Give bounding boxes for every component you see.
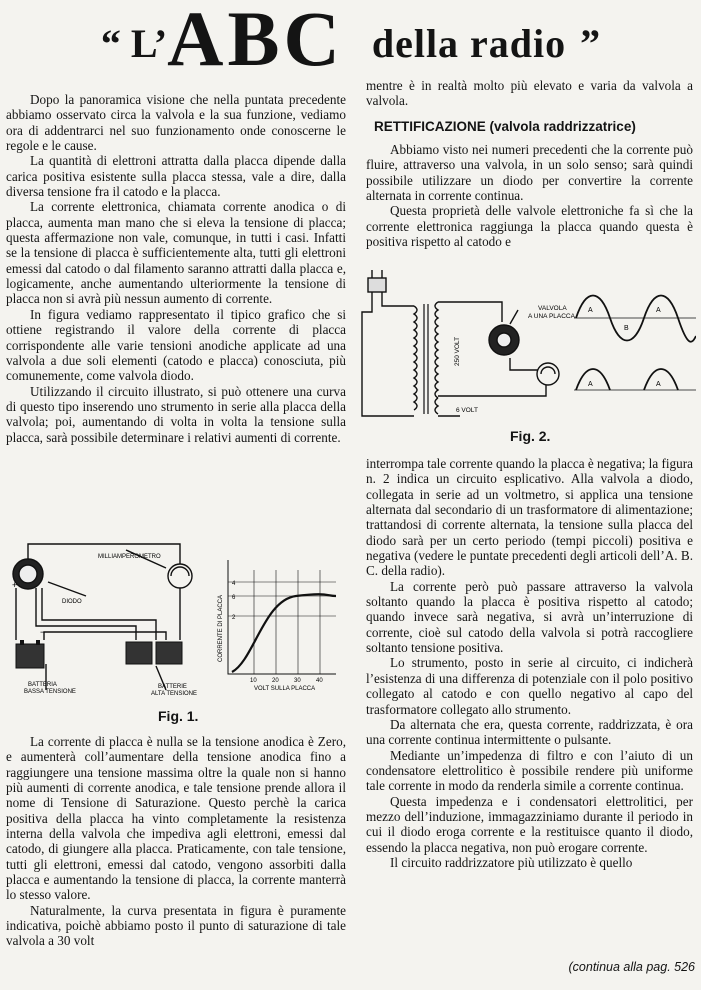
- wave-label-a: A: [588, 307, 593, 314]
- x-tick: 10: [250, 678, 257, 684]
- y-tick: 6: [232, 595, 236, 601]
- paragraph: Abbiamo visto nei numeri precedenti che la corrente può fluire, attraverso una valvola, in un solo senso; sarà quindi possibile utilizzare un diodo per convertire la corrente alternata in corrente continua.: [366, 142, 693, 204]
- paragraph: Il circuito raddrizzatore più utilizzato è quello: [390, 854, 633, 870]
- paragraph: In figura vediamo rappresentato il tipico grafico che si ottiene registrando il valore della corrente di placca corrispondente alle varie tensioni anodiche applicate ad una valvola a due soli elementi (catodo e placca) conosciuta, più comunemente, come valvola diodo.: [6, 306, 346, 384]
- title-rest: della radio: [371, 21, 567, 66]
- paragraph: La corrente però può passare attraverso la valvola soltanto quando la placca è positiva rispetto al catodo; quando invece sarà negativa, si avrà un’interruzione di corrente, cioè sul catodo della valvola si potrà raccogliere soltanto tensione positiva.: [366, 578, 693, 656]
- paragraph: Da alternata che era, questa corrente, raddrizzata, è ora una corrente continua intermittente o pulsante.: [366, 716, 693, 748]
- page-title: [0, 0, 701, 82]
- figure-2-caption: Fig. 2.: [510, 428, 551, 444]
- section-title: RETTIFICAZIONE: [374, 118, 486, 134]
- x-tick: 30: [294, 678, 301, 684]
- paragraph: mentre è in realtà molto più elevato e varia da valvola a valvola.: [366, 78, 693, 109]
- figure-1-drawing: [6, 540, 344, 736]
- label-batterie: BATTERIE: [158, 684, 187, 690]
- figure-2-drawing: [360, 266, 696, 426]
- label-batteria: BATTERIA: [28, 682, 57, 688]
- label-bassa-tensione: BASSA TENSIONE: [24, 689, 76, 695]
- battery-low: [16, 640, 44, 668]
- title-open-quote: “ L’: [100, 21, 168, 66]
- minus-sign: −: [40, 627, 46, 637]
- label-una-placca: A UNA PLACCA: [528, 313, 575, 320]
- label-valvola: VALVOLA: [538, 305, 567, 312]
- paragraph: Lo strumento, posto in serie al circuito, ci indicherà l’esistenza di una differenza di potenziale con il polo positivo collegato al catodo e con quello negativo al capo del trasformatore collegato allo strumento.: [366, 655, 693, 717]
- right-column-top: [366, 78, 693, 249]
- plus-sign: +: [12, 580, 18, 590]
- x-tick: 40: [316, 678, 323, 684]
- label-milliamperometro: MILLIAMPEROMETRO: [98, 554, 161, 560]
- wave-label-b: B: [624, 325, 629, 332]
- paragraph: Mediante un’impedenza di filtro e con l’aiuto di un condensatore elettrolitico è possibile rendere più uniforme tale corrente in modo da renderla simile a corrente continua.: [366, 747, 693, 794]
- y-tick: 2: [232, 615, 236, 621]
- figure-1: [6, 540, 344, 736]
- paragraph: Naturalmente, la curva presentata in figura è puramente indicativa, poichè abbiamo posto il punto di saturazione di tale valvola a 30 volt: [6, 902, 346, 949]
- battery-high-1: [126, 642, 152, 664]
- paragraph: La quantità di elettroni attratta dalla placca dipende dalla carica positiva esistente sulla placca stessa, vale a dire, dalla diversa tensione fra il catodo e la placca.: [6, 153, 346, 200]
- label-alta-tensione: ALTA TENSIONE: [151, 691, 198, 697]
- right-column-bottom: [366, 456, 693, 870]
- chart-x-label: VOLT SULLA PLACCA: [254, 686, 316, 692]
- wave-label-a3: A: [588, 381, 593, 388]
- wave-label-a2: A: [656, 307, 661, 314]
- paragraph: Dopo la panoramica visione che nella puntata precedente abbiamo osservato circa la valvola e la sua funzione, vediamo ora di addentrarci nel suo funzionamento onde conoscerne le regole e le cause.: [6, 92, 346, 154]
- left-column-bottom: [6, 734, 346, 949]
- title-abc: ABC: [167, 0, 344, 82]
- label-diodo: DIODO: [62, 599, 82, 605]
- section-subtitle: (valvola raddrizzatrice): [489, 118, 636, 134]
- section-heading: [374, 119, 693, 134]
- wave-label-a4: A: [656, 381, 661, 388]
- figure-1-caption: Fig. 1.: [158, 708, 199, 724]
- title-close-quote: ”: [580, 21, 601, 66]
- y-tick: 4: [232, 581, 236, 587]
- chart-y-label: CORRENTE DI PLACCA: [218, 594, 224, 662]
- paragraph: interrompa tale corrente quando la placca è negativa; la figura n. 2 indica un circuito esplicativo. Alla valvola a diodo, collegata in serie ad un voltmetro, si applica una tensione alternata dal secondario di un trasformatore di alimentazione; trattandosi di corrente alternata, la tensione sulla placca del diodo sarà per un certo periodo (tempi piccoli) positiva e negativa (vedere le puntate precedenti degli articoli dell’A. B. C. della radio).: [366, 456, 693, 579]
- battery-high-2: [156, 642, 182, 664]
- label-6-volt: 6 VOLT: [456, 407, 478, 414]
- paragraph: Questa proprietà delle valvole elettroniche fa sì che la corrente elettronica raggiunga la placca quando questa è positiva rispetto al catodo e: [366, 203, 693, 250]
- continuation-note: (continua alla pag. 526: [568, 960, 695, 974]
- label-250-volt: 250 VOLT: [454, 336, 461, 366]
- figure-2: [360, 266, 696, 448]
- saturation-chart: [218, 560, 336, 692]
- paragraph: La corrente di placca è nulla se la tensione anodica è Zero, e aumenterà coll’aumentare della tensione anodica fino a raggiungere una tensione massima oltre la quale non si hanno più aumenti di corrente anodica, e tale tensione prende allora il nome di Tensione di Saturazione. Questo perchè la carica positiva della placca ha vinto completamente la resistenza interna della valvola che impediva agli elettroni, emessi dal catodo, di giungere alla placca. Praticamente, con tale tensione, tutti gli elettroni, emessi dal catodo, vengono assorbiti dalla placca e aumentando la tensione di placca, la corrente manterrà lo stesso valore.: [6, 734, 346, 903]
- paragraph: La corrente elettronica, chiamata corrente anodica o di placca, aumenta man mano che si eleva la tensione di placca; questa affermazione non vale, comunque, in tutti i casi. Infatti se la tensione di placca è sufficientemente alta, tutti gli elettroni emessi dal catodo o dal filamento saranno attratti dalla placca e, logicamente, anche aumentando ulteriormente la tensione di placca non si avrà più nessun aumento di corrente.: [6, 199, 346, 307]
- left-column-top: [6, 92, 346, 445]
- x-tick: 20: [272, 678, 279, 684]
- paragraph: Utilizzando il circuito illustrato, si può ottenere una curva di questo tipo inserendo uno strumento in serie alla placca della valvola; poi, aumentando di volta in volta la tensione sulla placca, sarà possibile determinare i relativi aumenti di corrente.: [6, 383, 346, 445]
- paragraph: Questa impedenza e i condensatori elettrolitici, per mezzo dell’induzione, immagazziniamo durante il periodo in cui il diodo eroga corrente e la restituisce quanto il diodo, essendo la placca negativa, non può erogare corrente.: [366, 793, 693, 855]
